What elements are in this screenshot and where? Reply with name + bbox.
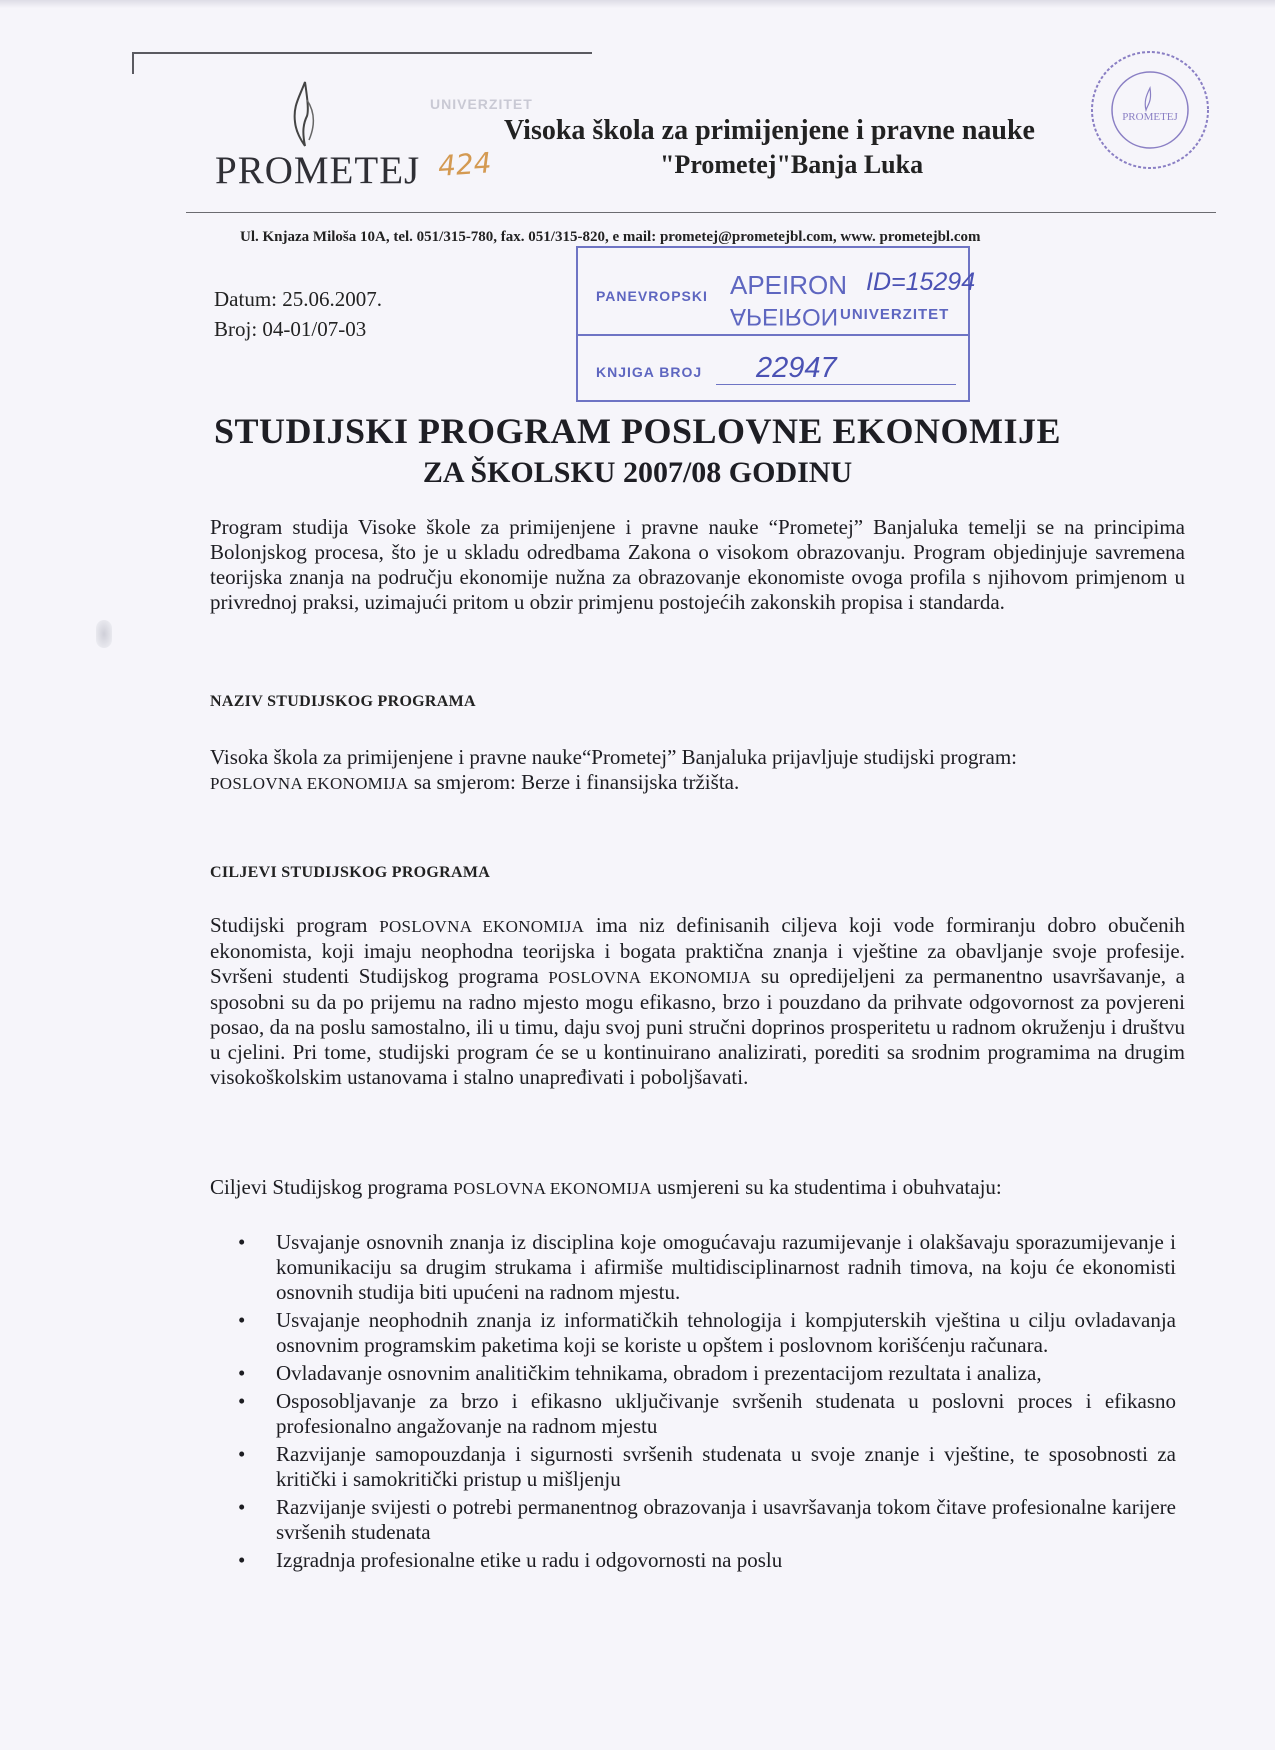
- program-name: POSLOVNA EKONOMIJA: [379, 917, 585, 936]
- stamp-apeiron: APEIRON: [730, 270, 848, 300]
- faint-univerzitet-stamp: UNIVERZITET: [430, 96, 533, 112]
- broj: Broj: 04-01/07-03: [214, 317, 367, 341]
- ciljevi-list-text-a: Ciljevi Studijskog programa: [210, 1175, 454, 1199]
- ciljevi-list-text-b: usmjereni su ka studentima i obuhvataju:: [651, 1175, 1002, 1199]
- ciljevi-text-b: ima niz definisanih ciljeva koji vode formiranju dobro obučenih ekonomista, koji imaju neophodna teorijska i bogata praktična znanja i vještine za obavljanje svoje profesije. Svršeni studenti Studijskog programa: [210, 913, 1185, 988]
- list-item: [230, 1548, 1176, 1573]
- round-seal-icon: [1088, 48, 1213, 173]
- contact-line: Ul. Knjaza Miloša 10A, tel. 051/315-780, fax. 051/315-820, e mail: prometej@prometejbl.com, www. prometejbl.com: [240, 229, 981, 245]
- document-subtitle: ZA ŠKOLSKU 2007/08 GODINU: [422, 456, 853, 489]
- goal-text: Usvajanje neophodnih znanja iz informatičkih tehnologija i kompjuterskih vještina u cilju ovladavanja osnovnim programskim paketima koji se koriste u opštem i poslovnom korišćenju računara.: [276, 1308, 1176, 1357]
- goal-text: Razvijanje svijesti o potrebi permanentnog obrazovanja i usavršavanja tokom čitave profesionalne karijere svršenih studenata: [276, 1495, 1176, 1544]
- stamp-underline: [716, 384, 956, 385]
- goal-text: Osposobljavanje za brzo i efikasno uključivanje svršenih studenata u poslovni proces i efikasno profesionalno angažovanje na radnom mjestu: [276, 1389, 1176, 1438]
- bullet: •: [238, 1389, 246, 1413]
- goals-list: [230, 1230, 1176, 1576]
- list-item: [230, 1442, 1176, 1492]
- seal-text: PROMETEJ: [1122, 111, 1178, 123]
- header-corner-line-vertical: [132, 52, 134, 74]
- stamp-univerzitet: UNIVERZITET: [840, 306, 950, 323]
- ciljevi-paragraph: [210, 913, 1185, 1090]
- stamp-id: ID=15294: [866, 268, 976, 296]
- flame-icon: [285, 80, 325, 150]
- bullet: •: [238, 1548, 246, 1572]
- ciljevi-text-c: su opredijeljeni za permanentno usavršavanje, a sposobni su da po prijemu na radno mjesto mogu efikasno, brzo i pouzdano da prihvate odgovornost za povjereni posao, da na poslu samostalno, ili u timu, daju svoj puni stručni doprinos prosperitetu u radnom okruženju i društvu u cjelini. Pri tome, studijski program će se u kontinuirano analizirati, porediti sa srodnim programima na drugim visokoškolskim ustanovama i stalno unapređivati i poboljšavati.: [210, 964, 1185, 1089]
- stamp-panevropski: PANEVROPSKI: [596, 288, 708, 304]
- section-heading-ciljevi: CILJEVI STUDIJSKOG PROGRAMA: [210, 864, 491, 881]
- punch-hole: [96, 620, 112, 648]
- program-name: POSLOVNA EKONOMIJA: [210, 774, 409, 793]
- stamp-apeiron-mirrored: APEIRON: [730, 303, 839, 330]
- stamp-knjiga-broj-label: KNJIGA BROJ: [596, 364, 703, 380]
- list-item: [230, 1389, 1176, 1439]
- ciljevi-text-a: Studijski program: [210, 913, 380, 937]
- ciljevi-intro-list: [210, 1175, 1185, 1201]
- list-item: [230, 1361, 1176, 1386]
- intro-paragraph: Program studija Visoke škole za primijenjene i pravne nauke “Prometej” Banjaluka temelji se na principima Bolonjskog procesa, što je u skladu odredbama Zakona o visokom obrazovanju. Program objedinjuje savremena teorijska znanja na području ekonomije nužna za obrazovanje ekonomiste ovoga profila s njihovom primjenom u privrednoj praksi, uzimajući pritom u obzir primjenu postojećih zakonskih propisa i standarda.: [210, 515, 1185, 614]
- section-naziv-paragraph: [210, 745, 1185, 796]
- logo-text: PROMETEJ: [215, 149, 421, 192]
- date-block: [214, 284, 382, 344]
- naziv-text-a: Visoka škola za primijenjene i pravne nauke“Prometej” Banjaluka prijavljuje studijski program:: [210, 745, 1018, 769]
- section-heading-naziv: NAZIV STUDIJSKOG PROGRAMA: [210, 693, 476, 710]
- list-item: [230, 1230, 1176, 1305]
- bullet: •: [238, 1230, 246, 1254]
- scan-edge-shadow: [0, 0, 1275, 8]
- institution-name: Visoka škola za primijenjene i pravne nauke: [504, 115, 1035, 146]
- program-name: POSLOVNA EKONOMIJA: [548, 968, 752, 987]
- stamp-knjiga-broj-value: 22947: [756, 352, 837, 384]
- bullet: •: [238, 1495, 246, 1519]
- bullet: •: [238, 1361, 246, 1385]
- datum: Datum: 25.06.2007.: [214, 287, 382, 311]
- document-title: STUDIJSKI PROGRAM POSLOVNE EKONOMIJE: [213, 411, 1062, 451]
- list-item: [230, 1308, 1176, 1358]
- bullet: •: [238, 1442, 246, 1466]
- goal-text: Izgradnja profesionalne etike u radu i odgovornosti na poslu: [276, 1548, 783, 1572]
- goal-text: Ovladavanje osnovnim analitičkim tehnikama, obradom i prezentacijom rezultata i analiza,: [276, 1361, 1042, 1385]
- goal-text: Usvajanje osnovnih znanja iz disciplina koje omogućavaju razumijevanje i olakšavaju sporazumijevanje i komunikaciju sa drugim strukama i afirmiše multidisciplinarnost radnih timova, na koju će ekonomisti osnovnih studija biti upućeni na radnom mjestu.: [276, 1230, 1176, 1304]
- header-corner-line: [132, 52, 592, 54]
- program-name: POSLOVNA EKONOMIJA: [453, 1179, 652, 1198]
- institution-city: "Prometej"Banja Luka: [660, 150, 924, 179]
- library-stamp: [576, 246, 976, 402]
- list-item: [230, 1495, 1176, 1545]
- handwritten-number: 424: [436, 146, 493, 183]
- goal-text: Razvijanje samopouzdanja i sigurnosti svršenih studenata u svoje znanje i vještine, te sposobnosti za kritički i samokritički pristup u mišljenju: [276, 1442, 1176, 1491]
- bullet: •: [238, 1308, 246, 1332]
- header-divider: [186, 212, 1216, 213]
- naziv-text-b: sa smjerom: Berze i finansijska tržišta.: [408, 770, 740, 794]
